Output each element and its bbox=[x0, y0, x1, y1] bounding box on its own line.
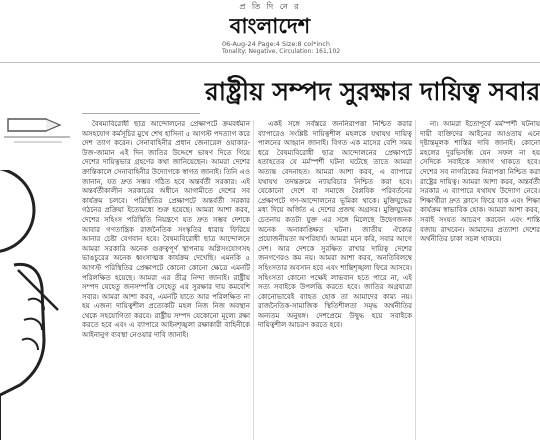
column-divider bbox=[253, 120, 254, 440]
clipping-meta-tonality: Tonality: Negative, Circulation: 161,102 bbox=[222, 48, 341, 55]
article-paragraph: বৈষম্যবিরোধী ছাত্র আন্দোলনের প্রেক্ষাপটে ক্রমবর্ধমান অসহযোগ কর্মসূচির মুখে শেখ হাসিনা ৫ আগস্ট পদত্যাগ করে দেশ ত্যাগ করেন। সেনাবাহিনীর প্রধান জেনারেল ওয়াকার-উজ-জামান এই দিন জাতির উদ্দেশে ভাষণ দিতে গিয়ে দেশের দায়িত্বভার গ্রহণের কথা জানিয়েছেন। আমরা দেশের ক্রান্তিকালে সেনাবাহিনীর উদ্যোগকে স্বাগত জানাই। তিনি এও জানান, যত দ্রুত সম্ভব গঠিত হবে অন্তর্বর্তী সরকার। এই অন্তর্বর্তীকালীন সরকারের অধীনে আগামীতে দেশের সব কার্যক্রম চলবে। পরিস্থিতির প্রেক্ষাপটে অন্তর্বর্তী সরকার গঠনের প্রক্রিয়া ইতোমধ্যে শুরু হয়েছে। আমরা আশা করব, দেশের সহিংস পরিস্থিতি নিয়ন্ত্রণে যত দ্রুত সম্ভব দেশকে আবার গণতান্ত্রিক রাজনৈতিক সংস্কৃতির ধারায় ফিরিয়ে আনার চেষ্টা বেগবান হবে। বৈষম্যবিরোধী ছাত্র আন্দোলনে আমরা সরকারি অনেক গুরুত্বপূর্ণ স্থাপনায় অগ্নিসংযোগসহ ভাঙচুরের অনেক ধ্বংসাত্মক কার্যক্রম দেখেছি। এমনকি ৫ আগস্ট পরিস্থিতির প্রেক্ষাপটে কোনো কোনো ক্ষেত্রে এমনটি পরিলক্ষিত হয়েছে। আমরা এর তীব্র নিন্দা জানাই। রাষ্ট্রীয় সম্পদ যেহেতু জনসম্পত্তি সেহেতু এর সুরক্ষার দায় কমবেশি সবার। আমরা আশা করব, এমনটি যাতে আর পরিলক্ষিত না হয় এজন্য দায়িত্বশীল প্রত্যেকটি মহল নিজ নিজ অবস্থান থেকে সহযোগিতা করবে। রাষ্ট্রীয় সম্পদ যেকোনো মূল্যে রক্ষা করতে হবে এবং এ ব্যাপারে আইনশৃঙ্খলা রক্ষাকারী বাহিনীকে আইনানুগ ব্যবস্থা নেওয়ার দাবি জানাই। bbox=[82, 120, 250, 340]
newspaper-masthead bbox=[0, 0, 540, 62]
newspaper-logo: বাংলাদেশ bbox=[229, 13, 311, 38]
article-column-2 bbox=[258, 120, 412, 440]
column-divider bbox=[415, 120, 416, 440]
article-headline: রাষ্ট্রীয় সম্পদ সুরক্ষার দায়িত্ব সবার bbox=[205, 77, 540, 106]
fountain-pen-icon bbox=[2, 105, 72, 150]
article-paragraph: একই সঙ্গে সর্বস্তরে জননিরাপত্তা নিশ্চিত করার ব্যাপারেও সংশ্লিষ্ট দায়িত্বশীল মহলকে যথাযথ দায়িত্ব পালনের আহ্বান জানাই। বিগত এক মাসের বেশি সময় ধরে বৈষম্যবিরোধী ছাত্র আন্দোলনের প্রেক্ষাপটে হতাহতের যে মর্মস্পর্শী ঘটনা ঘটেছে তাতে আমরা অত্যন্ত বেদনাহত। আমরা আশা করব, এ ব্যাপারে যথাযথ তদন্তক্রমে ন্যায়বিচার নিশ্চিত করা হবে। যেকোনো দেশে বা সমাজে বৈপ্লবিক পরিবর্তনের প্রেক্ষাপটে গণ-আন্দোলনের ভূমিকা থাকে। মুক্তিযুদ্ধের মধ্য দিয়ে অর্জিত এ দেশের প্রজন্ম অগ্রসর। মুক্তিযুদ্ধের চেতনায় কতটা যুক্ত এর সঙ্গে মিলেছে উদ্বেগজনক অনেক অনাকাঙ্ক্ষিত ঘটনা। জাতীয় ঐক্যের প্রয়োজনীয়তা অপরিহার্য। আমরা মনে করি, সবার আগে দেশ। আর দেশকে সুরক্ষিত রাখার দায়িত্ব দেশের জনগণেরও কম নয়। আমরা আশা করব, অনতিবিলম্বে সহিংসতার অবসান হবে এবং শান্তিশৃঙ্খলা ফিরে আসবে। সহিংসতা কোনো পক্ষেই লাভবান হতে পারে না, এই সত্য সবাইকে উপলব্ধি করতে হবে। জাতির অগ্রযাত্রা কোনোভাবেই ব্যাহত হোক তা আমাদের কাম্য নয়। রাজনৈতিক-সামাজিক স্থিতিশীলতা সমৃদ্ধ অর্থনীতির অন্যতম অনুষঙ্গ। দেশপ্রেমে উদ্বুদ্ধ হয়ে সবাইকে দায়িত্বশীল আচরণ করতে হবে। bbox=[258, 120, 412, 330]
clipping-meta-date: 06-Aug-24 Page:4 Size:8 col*inch bbox=[222, 40, 330, 48]
masthead-tagline: প্র তি দি নে র bbox=[239, 2, 301, 11]
headline-rule bbox=[82, 113, 200, 114]
hand-holding-pen-illustration bbox=[0, 170, 70, 440]
article-column-1 bbox=[82, 120, 250, 440]
article-paragraph: না। আমরা ইতোপূর্বে মর্মস্পর্শী ঘটনায় দায়ী ব্যক্তিদের আইনের আওতায় এনে দৃষ্টান্তমূলক শাস্তির দাবি জানাই। কোনো মহলের দুরভিসন্ধি যেন সফল না হয় সেদিকে সবাইকে সজাগ থাকতে হবে। দেশের সব নাগরিকের নিরাপত্তা নিশ্চিত করা রাষ্ট্রের দায়িত্ব। আমরা আশা করব, অন্তর্বর্তী সরকার এ ব্যাপারে যথাযথ উদ্যোগ নেবে। শিক্ষার্থীরা দ্রুত ক্লাসে ফিরে যাক এবং শিক্ষা কার্যক্রম স্বাভাবিক হোক। আমরা আশা করব, সবাই সংযত আচরণ করবেন এবং শান্তি বজায় রাখবেন। আমাদের প্রত্যাশা দেশের অর্থনীতির চাকা সচল থাকবে। bbox=[420, 120, 540, 244]
masthead-divider bbox=[0, 62, 540, 63]
article-column-3 bbox=[420, 120, 540, 440]
